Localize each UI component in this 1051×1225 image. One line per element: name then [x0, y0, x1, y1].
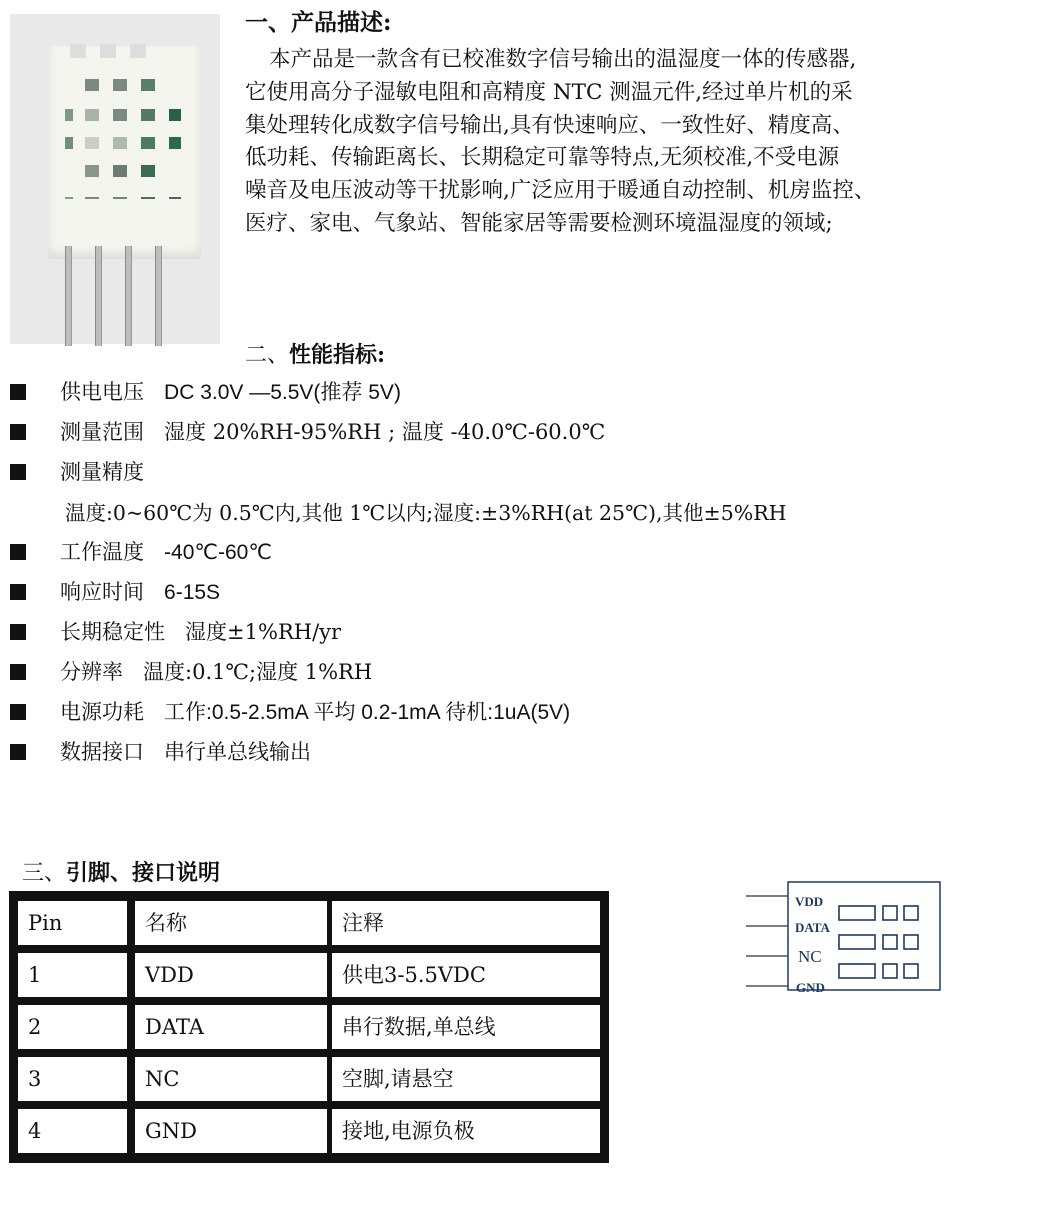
spec-row	[10, 416, 605, 446]
sensor-vent-grill	[65, 39, 185, 199]
pin-diagram	[740, 876, 945, 996]
spec-label: 数据接口	[60, 740, 144, 764]
spec-label: 测量范围	[60, 420, 144, 444]
spec-value: 串行单总线输出	[164, 740, 312, 764]
section3-heading	[22, 856, 220, 887]
spec-value: -40℃-60℃	[164, 541, 272, 564]
sensor-photo	[10, 14, 220, 344]
pin-table	[9, 891, 609, 1163]
sensor-pin-2	[95, 246, 102, 346]
table-cell: 串行数据,单总线	[332, 1005, 600, 1049]
section3-heading-title: 引脚、接口说明	[66, 860, 221, 886]
table-header-cell: 名称	[135, 901, 327, 945]
spec-row	[10, 376, 401, 406]
spec-row	[10, 696, 570, 726]
sensor-pin-1	[65, 246, 72, 346]
spec-label: 测量精度	[60, 460, 144, 484]
table-cell: DATA	[135, 1005, 327, 1049]
table-header-cell: 注释	[332, 901, 600, 945]
spec-row	[10, 576, 220, 606]
table-header-cell: Pin	[18, 901, 127, 945]
spec-row	[10, 656, 372, 686]
section2-heading-prefix: 二、	[245, 343, 290, 368]
spec-label: 分辨率	[60, 660, 123, 684]
spec-value: 湿度 20%RH-95%RH ; 温度 -40.0℃-60.0℃	[164, 420, 606, 444]
spec-value: 6-15S	[164, 581, 221, 604]
description-line: 低功耗、传输距离长、长期稳定可靠等特点,无须校准,不受电源	[245, 145, 840, 171]
table-cell: 空脚,请悬空	[332, 1057, 600, 1101]
bullet-icon	[10, 584, 26, 600]
table-cell: 接地,电源负极	[332, 1109, 600, 1153]
table-cell: 2	[18, 1005, 127, 1049]
spec-row	[10, 536, 272, 566]
bullet-icon	[10, 624, 26, 640]
table-cell: 3	[18, 1057, 127, 1101]
spec-value: 温度:0.1℃;湿度 1%RH	[143, 660, 373, 684]
section2-heading-title: 性能指标:	[289, 342, 386, 368]
spec-row	[10, 456, 144, 486]
bullet-icon	[10, 664, 26, 680]
spec-row	[10, 736, 311, 766]
bullet-icon	[10, 464, 26, 480]
table-cell: 1	[18, 953, 127, 997]
spec-label: 供电电压	[60, 380, 144, 404]
pin-label-nc: NC	[798, 947, 822, 966]
description-line: 本产品是一款含有已校准数字信号输出的温湿度一体的传感器,	[269, 47, 857, 72]
section1-heading: 一、产品描述:	[245, 9, 392, 36]
table-cell: 4	[18, 1109, 127, 1153]
description-line: 医疗、家电、气象站、智能家居等需要检测环境温湿度的领域;	[245, 210, 833, 236]
sensor-pin-4	[155, 246, 162, 346]
table-cell: GND	[135, 1109, 327, 1153]
bullet-icon	[10, 384, 26, 400]
spec-label: 电源功耗	[60, 700, 144, 724]
spec-value: 湿度±1%RH/yr	[185, 620, 342, 644]
bullet-icon	[10, 744, 26, 760]
table-cell: VDD	[135, 953, 327, 997]
table-cell: 供电3-5.5VDC	[332, 953, 600, 997]
spec-label: 响应时间	[60, 580, 144, 604]
spec-label: 长期稳定性	[60, 620, 165, 644]
bullet-icon	[10, 544, 26, 560]
description-line: 噪音及电压波动等干扰影响,广泛应用于暖通自动控制、机房监控、	[245, 178, 876, 204]
table-cell: NC	[135, 1057, 327, 1101]
section2-heading	[245, 338, 385, 369]
pin-label-data: DATA	[795, 920, 830, 935]
sensor-pin-3	[125, 246, 132, 346]
pin-label-vdd: VDD	[795, 894, 824, 909]
description-line: 它使用高分子湿敏电阻和高精度 NTC 测温元件,经过单片机的采	[245, 79, 853, 105]
spec-row	[10, 616, 341, 646]
product-description	[245, 44, 1045, 241]
pin-label-gnd: GND	[796, 980, 825, 995]
accuracy-detail: 温度:0~60℃为 0.5℃内,其他 1℃以内;湿度:±3%RH(at 25℃),其他±5%RH	[65, 501, 787, 525]
bullet-icon	[10, 424, 26, 440]
spec-value: 工作:0.5-2.5mA 平均 0.2-1mA 待机:1uA(5V)	[164, 701, 571, 724]
spec-label: 工作温度	[60, 540, 144, 564]
description-line: 集处理转化成数字信号输出,具有快速响应、一致性好、精度高、	[245, 112, 854, 138]
section3-heading-prefix: 三、	[22, 861, 67, 886]
bullet-icon	[10, 704, 26, 720]
spec-value: DC 3.0V —5.5V(推荐 5V)	[164, 381, 401, 404]
